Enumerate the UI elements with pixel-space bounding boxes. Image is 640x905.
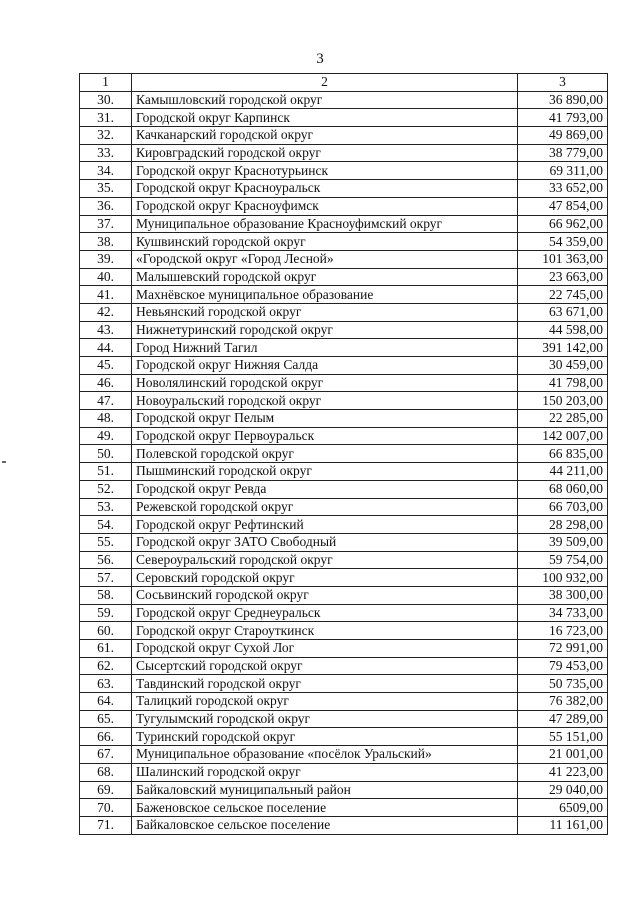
table-row: [80, 480, 608, 498]
row-number: 65.: [80, 710, 132, 728]
column-header: 2: [132, 74, 518, 92]
column-header: 3: [518, 74, 608, 92]
row-number: 40.: [80, 268, 132, 286]
table-row: [80, 410, 608, 428]
municipality-name: Городской округ Красноуральск: [132, 180, 518, 198]
amount-value: 44 598,00: [518, 321, 608, 339]
municipality-name: Новоуральский городской округ: [132, 392, 518, 410]
table-row: [80, 799, 608, 817]
amount-value: 49 869,00: [518, 127, 608, 145]
row-number: 57.: [80, 569, 132, 587]
row-number: 48.: [80, 410, 132, 428]
table-row: [80, 516, 608, 534]
amount-value: 54 359,00: [518, 233, 608, 251]
table-row: [80, 144, 608, 162]
municipality-name: Серовский городской округ: [132, 569, 518, 587]
data-table: [79, 73, 608, 835]
table-row: [80, 250, 608, 268]
table-row: [80, 392, 608, 410]
row-number: 36.: [80, 197, 132, 215]
table-row: [80, 321, 608, 339]
table-row: [80, 604, 608, 622]
municipality-name: Баженовское сельское поселение: [132, 799, 518, 817]
row-number: 49.: [80, 427, 132, 445]
table-row: [80, 180, 608, 198]
amount-value: 69 311,00: [518, 162, 608, 180]
table-row: [80, 675, 608, 693]
amount-value: 66 835,00: [518, 445, 608, 463]
row-number: 70.: [80, 799, 132, 817]
table-row: [80, 445, 608, 463]
table-row: [80, 533, 608, 551]
table-body: [80, 74, 608, 835]
table-row: [80, 781, 608, 799]
municipality-name: Полевской городской округ: [132, 445, 518, 463]
row-number: 50.: [80, 445, 132, 463]
row-number: 53.: [80, 498, 132, 516]
table-row: [80, 427, 608, 445]
row-number: 56.: [80, 551, 132, 569]
table-row: [80, 551, 608, 569]
table-row: [80, 109, 608, 127]
table-row: [80, 127, 608, 145]
municipality-name: Городской округ Староуткинск: [132, 622, 518, 640]
amount-value: 11 161,00: [518, 816, 608, 834]
table-row: [80, 303, 608, 321]
amount-value: 100 932,00: [518, 569, 608, 587]
row-number: 62.: [80, 657, 132, 675]
municipality-name: Город Нижний Тагил: [132, 339, 518, 357]
amount-value: 66 703,00: [518, 498, 608, 516]
column-header: 1: [80, 74, 132, 92]
amount-value: 391 142,00: [518, 339, 608, 357]
amount-value: 47 289,00: [518, 710, 608, 728]
amount-value: 29 040,00: [518, 781, 608, 799]
municipality-name: Тавдинский городской округ: [132, 675, 518, 693]
amount-value: 38 779,00: [518, 144, 608, 162]
municipality-name: Кушвинский городской округ: [132, 233, 518, 251]
table-row: [80, 197, 608, 215]
row-number: 51.: [80, 463, 132, 481]
table-row: [80, 339, 608, 357]
table-row: [80, 693, 608, 711]
row-number: 38.: [80, 233, 132, 251]
amount-value: 38 300,00: [518, 586, 608, 604]
municipality-name: Городской округ Краснотурьинск: [132, 162, 518, 180]
amount-value: 28 298,00: [518, 516, 608, 534]
table-row: [80, 640, 608, 658]
municipality-name: Режевской городской округ: [132, 498, 518, 516]
municipality-name: Шалинский городской округ: [132, 763, 518, 781]
row-number: 33.: [80, 144, 132, 162]
row-number: 66.: [80, 728, 132, 746]
table-row: [80, 268, 608, 286]
table-row: [80, 657, 608, 675]
amount-value: 39 509,00: [518, 533, 608, 551]
row-number: 55.: [80, 533, 132, 551]
amount-value: 66 962,00: [518, 215, 608, 233]
municipality-name: Городской округ Пелым: [132, 410, 518, 428]
amount-value: 41 798,00: [518, 374, 608, 392]
amount-value: 21 001,00: [518, 746, 608, 764]
row-number: 47.: [80, 392, 132, 410]
table-row: [80, 374, 608, 392]
municipality-name: Городской округ Красноуфимск: [132, 197, 518, 215]
municipality-name: Кировградский городской округ: [132, 144, 518, 162]
municipality-name: «Городской округ «Город Лесной»: [132, 250, 518, 268]
row-number: 43.: [80, 321, 132, 339]
municipality-name: Байкаловский муниципальный район: [132, 781, 518, 799]
table-row: [80, 215, 608, 233]
amount-value: 34 733,00: [518, 604, 608, 622]
table-header-row: [80, 74, 608, 92]
table-row: [80, 816, 608, 834]
row-number: 64.: [80, 693, 132, 711]
amount-value: 16 723,00: [518, 622, 608, 640]
row-number: 67.: [80, 746, 132, 764]
municipality-name: Тугулымский городской округ: [132, 710, 518, 728]
table-row: [80, 710, 608, 728]
row-number: 44.: [80, 339, 132, 357]
row-number: 34.: [80, 162, 132, 180]
page-number: 3: [316, 51, 324, 67]
row-number: 54.: [80, 516, 132, 534]
amount-value: 36 890,00: [518, 91, 608, 109]
amount-value: 55 151,00: [518, 728, 608, 746]
amount-value: 41 223,00: [518, 763, 608, 781]
table-row: [80, 586, 608, 604]
municipality-name: Махнёвское муниципальное образование: [132, 286, 518, 304]
municipality-name: Городской округ Нижняя Салда: [132, 357, 518, 375]
table-row: [80, 746, 608, 764]
municipality-name: Сосьвинский городской округ: [132, 586, 518, 604]
municipality-name: Сысертский городской округ: [132, 657, 518, 675]
amount-value: 50 735,00: [518, 675, 608, 693]
amount-value: 22 745,00: [518, 286, 608, 304]
municipality-name: Малышевский городской округ: [132, 268, 518, 286]
municipality-name: Камышловский городской округ: [132, 91, 518, 109]
municipality-name: Городской округ ЗАТО Свободный: [132, 533, 518, 551]
municipality-name: Новолялинский городской округ: [132, 374, 518, 392]
table-row: [80, 91, 608, 109]
amount-value: 22 285,00: [518, 410, 608, 428]
municipality-name: Туринский городской округ: [132, 728, 518, 746]
amount-value: 41 793,00: [518, 109, 608, 127]
row-number: 37.: [80, 215, 132, 233]
row-number: 45.: [80, 357, 132, 375]
row-number: 71.: [80, 816, 132, 834]
amount-value: 76 382,00: [518, 693, 608, 711]
amount-value: 44 211,00: [518, 463, 608, 481]
row-number: 59.: [80, 604, 132, 622]
amount-value: 6509,00: [518, 799, 608, 817]
table-row: [80, 622, 608, 640]
table-row: [80, 162, 608, 180]
municipality-name: Муниципальное образование «посёлок Уральский»: [132, 746, 518, 764]
amount-value: 150 203,00: [518, 392, 608, 410]
row-number: 31.: [80, 109, 132, 127]
municipality-name: Городской округ Рефтинский: [132, 516, 518, 534]
municipality-name: Городской округ Сухой Лог: [132, 640, 518, 658]
municipality-name: Муниципальное образование Красноуфимский округ: [132, 215, 518, 233]
row-number: 61.: [80, 640, 132, 658]
municipality-name: Пышминский городской округ: [132, 463, 518, 481]
row-number: 35.: [80, 180, 132, 198]
table-row: [80, 763, 608, 781]
municipality-name: Нижнетуринский городской округ: [132, 321, 518, 339]
amount-value: 142 007,00: [518, 427, 608, 445]
municipality-name: Байкаловское сельское поселение: [132, 816, 518, 834]
municipality-name: Талицкий городской округ: [132, 693, 518, 711]
amount-value: 47 854,00: [518, 197, 608, 215]
municipality-name: Качканарский городской округ: [132, 127, 518, 145]
row-number: 69.: [80, 781, 132, 799]
table-row: [80, 569, 608, 587]
table-row: [80, 286, 608, 304]
municipality-name: Городской округ Ревда: [132, 480, 518, 498]
table-row: [80, 233, 608, 251]
municipality-name: Городской округ Карпинск: [132, 109, 518, 127]
row-number: 52.: [80, 480, 132, 498]
municipality-name: Североуральский городской округ: [132, 551, 518, 569]
amount-value: 79 453,00: [518, 657, 608, 675]
amount-value: 59 754,00: [518, 551, 608, 569]
table-row: [80, 498, 608, 516]
row-number: 30.: [80, 91, 132, 109]
amount-value: 72 991,00: [518, 640, 608, 658]
row-number: 39.: [80, 250, 132, 268]
municipality-name: Городской округ Среднеуральск: [132, 604, 518, 622]
row-number: 42.: [80, 303, 132, 321]
amount-value: 63 671,00: [518, 303, 608, 321]
row-number: 68.: [80, 763, 132, 781]
amount-value: 101 363,00: [518, 250, 608, 268]
municipality-name: Невьянский городской округ: [132, 303, 518, 321]
table-row: [80, 728, 608, 746]
amount-value: 30 459,00: [518, 357, 608, 375]
margin-mark: [2, 461, 6, 463]
row-number: 63.: [80, 675, 132, 693]
row-number: 41.: [80, 286, 132, 304]
table-row: [80, 357, 608, 375]
amount-value: 68 060,00: [518, 480, 608, 498]
amount-value: 23 663,00: [518, 268, 608, 286]
row-number: 58.: [80, 586, 132, 604]
amount-value: 33 652,00: [518, 180, 608, 198]
row-number: 60.: [80, 622, 132, 640]
row-number: 46.: [80, 374, 132, 392]
municipality-name: Городской округ Первоуральск: [132, 427, 518, 445]
table-row: [80, 463, 608, 481]
row-number: 32.: [80, 127, 132, 145]
